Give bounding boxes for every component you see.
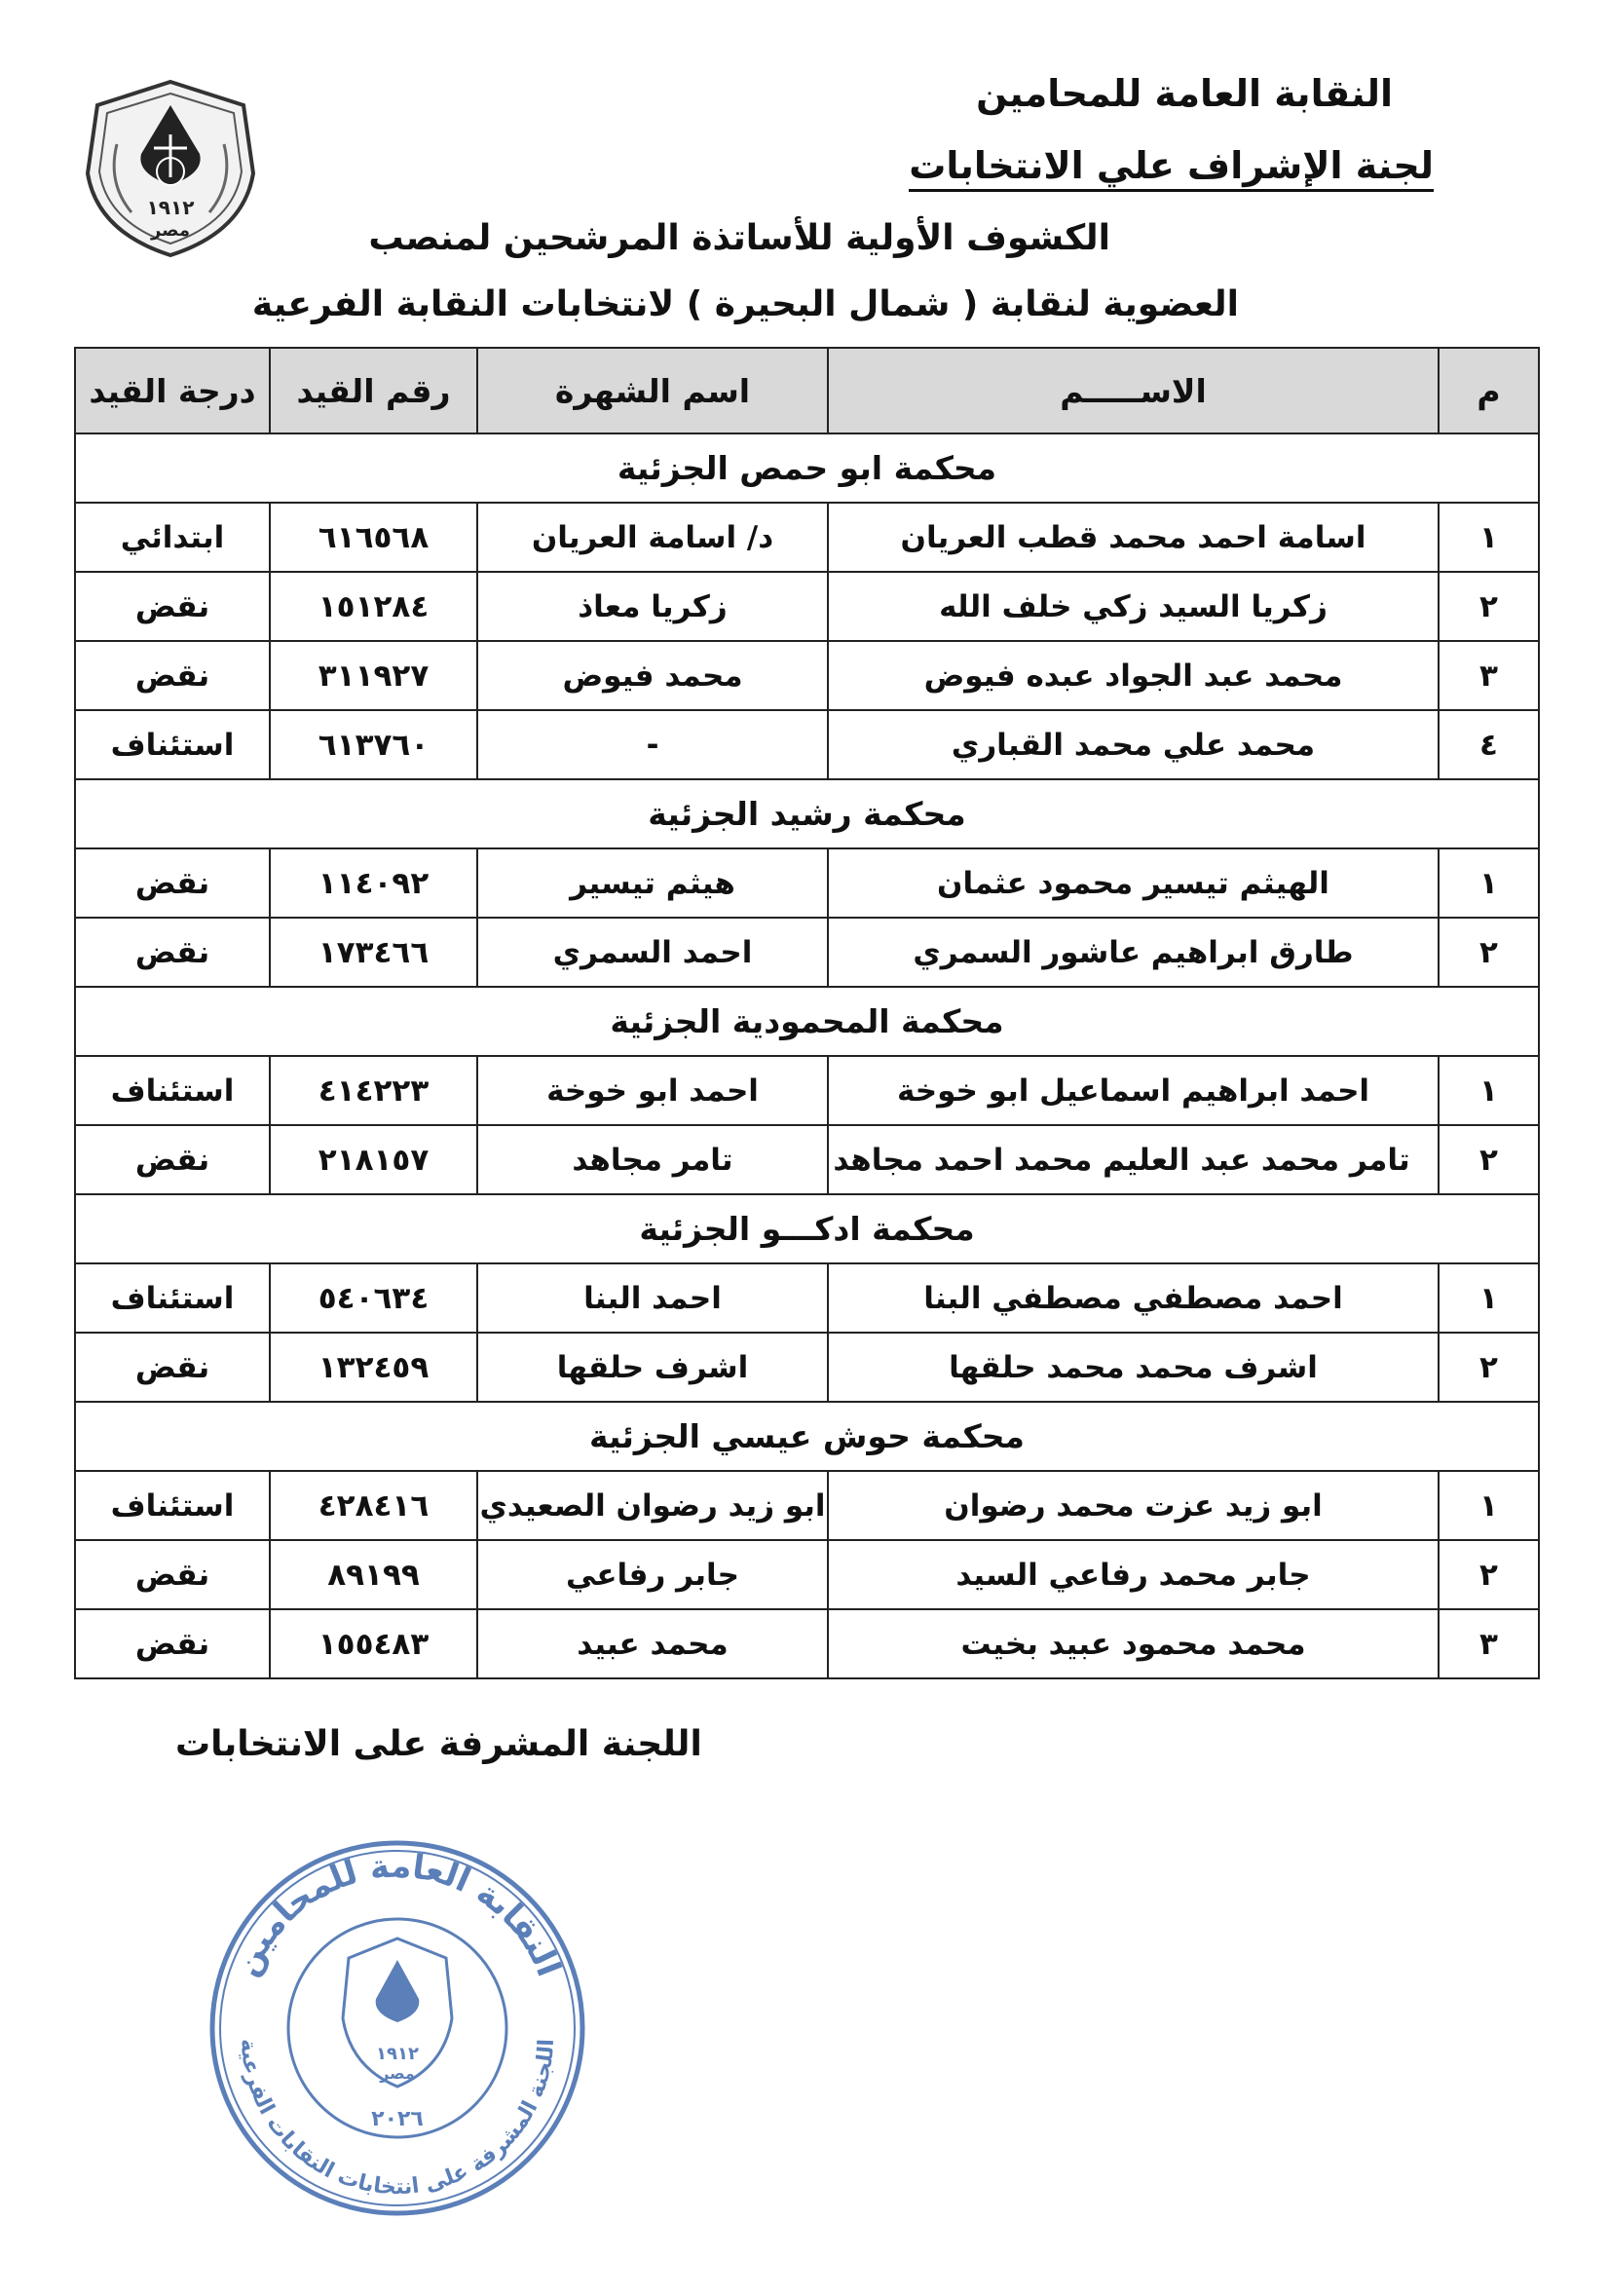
row-idx: ١ xyxy=(1439,1056,1539,1125)
table-row xyxy=(75,1471,1539,1540)
committee-title: لجنة الإشراف علي الانتخابات xyxy=(909,144,1434,192)
table-row xyxy=(75,572,1539,641)
table-row xyxy=(75,1056,1539,1125)
row-reg: ١٣٢٤٥٩ xyxy=(270,1333,477,1402)
row-name: احمد مصطفي مصطفي البنا xyxy=(828,1263,1439,1333)
row-idx: ١ xyxy=(1439,1471,1539,1540)
row-alias: - xyxy=(477,710,828,779)
row-alias: تامر مجاهد xyxy=(477,1125,828,1194)
row-reg: ٦١٣٧٦٠ xyxy=(270,710,477,779)
row-reg: ٨٩١٩٩ xyxy=(270,1540,477,1609)
row-name: محمد عبد الجواد عبده فيوض xyxy=(828,641,1439,710)
row-name: محمد علي محمد القباري xyxy=(828,710,1439,779)
row-reg: ١١٤٠٩٢ xyxy=(270,848,477,918)
row-name: طارق ابراهيم عاشور السمري xyxy=(828,918,1439,987)
row-grade: نقض xyxy=(75,1125,270,1194)
table-row xyxy=(75,918,1539,987)
row-idx: ١ xyxy=(1439,1263,1539,1333)
row-alias: احمد البنا xyxy=(477,1263,828,1333)
header-reg: رقم القيد xyxy=(270,348,477,433)
row-name: محمد محمود عبيد بخيت xyxy=(828,1609,1439,1678)
header-idx: م xyxy=(1439,348,1539,433)
row-idx: ٤ xyxy=(1439,710,1539,779)
row-alias: محمد عبيد xyxy=(477,1609,828,1678)
row-alias: احمد السمري xyxy=(477,918,828,987)
row-reg: ١٥٥٤٨٣ xyxy=(270,1609,477,1678)
row-idx: ١ xyxy=(1439,848,1539,918)
stamp-inner-text: اللجنة المشرفة على انتخابات النقابات الفرعية xyxy=(235,2038,560,2201)
table-row xyxy=(75,503,1539,572)
row-name: احمد ابراهيم اسماعيل ابو خوخة xyxy=(828,1056,1439,1125)
row-idx: ٢ xyxy=(1439,1540,1539,1609)
row-grade: استئناف xyxy=(75,1263,270,1333)
row-idx: ٢ xyxy=(1439,1125,1539,1194)
stamp-logo-year: ١٩١٢ xyxy=(376,2044,419,2064)
table-row xyxy=(75,1125,1539,1194)
table-row xyxy=(75,1609,1539,1678)
row-reg: ٤٢٨٤١٦ xyxy=(270,1471,477,1540)
row-reg: ٤١٤٢٢٣ xyxy=(270,1056,477,1125)
row-name: اسامة احمد محمد قطب العريان xyxy=(828,503,1439,572)
row-grade: استئناف xyxy=(75,710,270,779)
logo-country: مصر xyxy=(150,220,191,241)
row-grade: نقض xyxy=(75,1540,270,1609)
row-name: جابر محمد رفاعي السيد xyxy=(828,1540,1439,1609)
table-row xyxy=(75,1540,1539,1609)
court-row xyxy=(75,1194,1539,1263)
table-row xyxy=(75,1263,1539,1333)
row-alias: اشرف حلقها xyxy=(477,1333,828,1402)
row-idx: ٢ xyxy=(1439,918,1539,987)
org-title: النقابة العامة للمحامين xyxy=(976,72,1393,115)
court-row xyxy=(75,1402,1539,1471)
stamp-outer-text: النقابة العامة للمحامين xyxy=(226,1846,569,1982)
row-grade: نقض xyxy=(75,848,270,918)
court-row xyxy=(75,987,1539,1056)
court-title: محكمة ابو حمص الجزئية xyxy=(75,433,1539,503)
row-idx: ٢ xyxy=(1439,572,1539,641)
row-reg: ١٧٣٤٦٦ xyxy=(270,918,477,987)
court-title: محكمة المحمودية الجزئية xyxy=(75,987,1539,1056)
row-grade: نقض xyxy=(75,1333,270,1402)
row-grade: استئناف xyxy=(75,1056,270,1125)
row-reg: ١٥١٢٨٤ xyxy=(270,572,477,641)
header-name: الاســـــم xyxy=(828,348,1439,433)
row-grade: نقض xyxy=(75,1609,270,1678)
row-alias: د/ اسامة العريان xyxy=(477,503,828,572)
row-idx: ٣ xyxy=(1439,641,1539,710)
table-row xyxy=(75,641,1539,710)
row-alias: جابر رفاعي xyxy=(477,1540,828,1609)
row-reg: ٥٤٠٦٣٤ xyxy=(270,1263,477,1333)
row-idx: ٣ xyxy=(1439,1609,1539,1678)
row-idx: ٢ xyxy=(1439,1333,1539,1402)
row-reg: ٢١٨١٥٧ xyxy=(270,1125,477,1194)
header-alias: اسم الشهرة xyxy=(477,348,828,433)
table-row xyxy=(75,710,1539,779)
list-subtitle: العضوية لنقابة ( شمال البحيرة ) لانتخابات النقابة الفرعية xyxy=(251,284,1239,324)
row-alias: زكريا معاذ xyxy=(477,572,828,641)
row-alias: محمد فيوض xyxy=(477,641,828,710)
committee-signature: اللجنة المشرفة على الانتخابات xyxy=(175,1724,702,1764)
official-stamp xyxy=(203,1833,592,2223)
row-alias: ابو زيد رضوان الصعيدي xyxy=(477,1471,828,1540)
row-name: الهيثم تيسير محمود عثمان xyxy=(828,848,1439,918)
row-name: ابو زيد عزت محمد رضوان xyxy=(828,1471,1439,1540)
table-row xyxy=(75,848,1539,918)
court-title: محكمة حوش عيسي الجزئية xyxy=(75,1402,1539,1471)
court-row xyxy=(75,433,1539,503)
row-name: تامر محمد عبد العليم محمد احمد مجاهد xyxy=(828,1125,1439,1194)
row-reg: ٦١٦٥٦٨ xyxy=(270,503,477,572)
header-grade: درجة القيد xyxy=(75,348,270,433)
row-name: زكريا السيد زكي خلف الله xyxy=(828,572,1439,641)
row-grade: نقض xyxy=(75,572,270,641)
logo-year: ١٩١٢ xyxy=(146,196,195,219)
row-grade: نقض xyxy=(75,918,270,987)
stamp-logo-country: مصر xyxy=(380,2064,415,2083)
court-title: محكمة رشيد الجزئية xyxy=(75,779,1539,848)
row-alias: هيثم تيسير xyxy=(477,848,828,918)
list-title: الكشوف الأولية للأساتذة المرشحين لمنصب xyxy=(368,218,1110,258)
candidates-table-wrapper xyxy=(74,347,1538,1679)
row-reg: ٣١١٩٢٧ xyxy=(270,641,477,710)
bar-association-logo xyxy=(78,76,263,261)
row-grade: ابتدائي xyxy=(75,503,270,572)
row-grade: استئناف xyxy=(75,1471,270,1540)
row-name: اشرف محمد محمد حلقها xyxy=(828,1333,1439,1402)
row-idx: ١ xyxy=(1439,503,1539,572)
row-grade: نقض xyxy=(75,641,270,710)
table-row xyxy=(75,1333,1539,1402)
table-header-row xyxy=(75,348,1539,433)
court-row xyxy=(75,779,1539,848)
row-alias: احمد ابو خوخة xyxy=(477,1056,828,1125)
candidates-table xyxy=(74,347,1540,1679)
stamp-year: ٢٠٢٦ xyxy=(371,2107,424,2131)
court-title: محكمة ادكـــو الجزئية xyxy=(75,1194,1539,1263)
